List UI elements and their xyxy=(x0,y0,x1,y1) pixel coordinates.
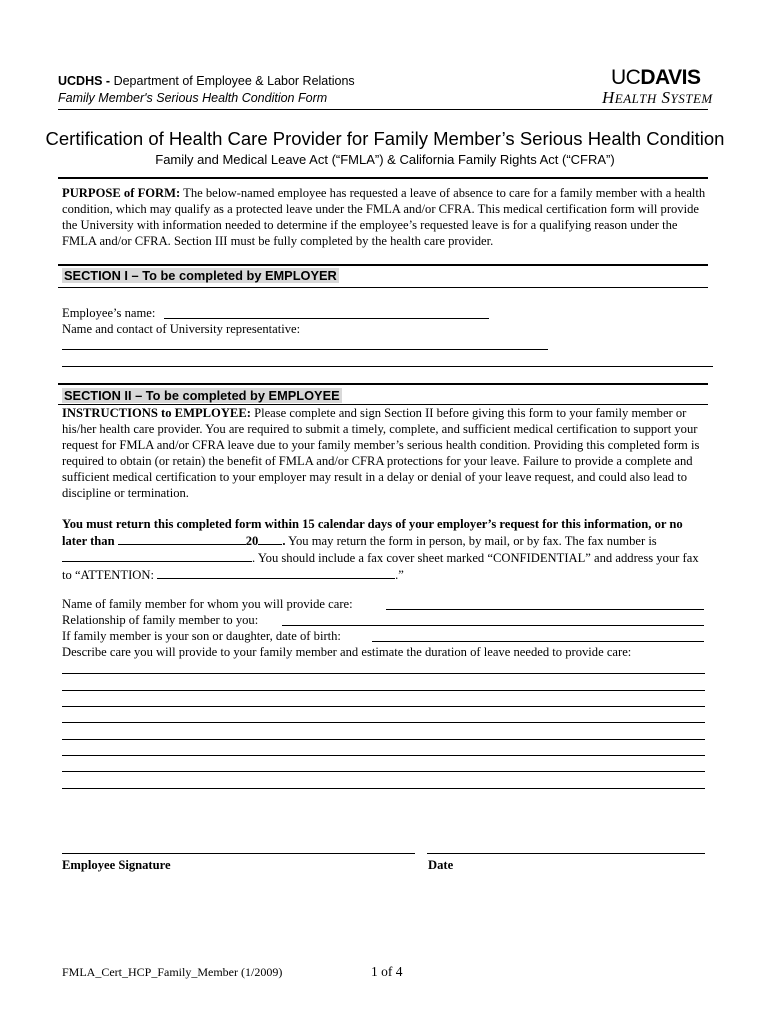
section2-heading: SECTION II – To be completed by EMPLOYEE xyxy=(64,388,340,403)
return-paragraph: You must return this completed form within 15 calendar days of your employer’s request for this information, or no later than 20 . You may return the form in person, by mail, or by fax. The fax number is . You should include a fax cover sheet marked “CONFIDENTIAL” and address your fax to “ATTENTION: .” xyxy=(62,517,699,582)
describe-care-line[interactable] xyxy=(62,739,705,740)
date-label: Date xyxy=(428,858,454,872)
relationship-field[interactable] xyxy=(282,625,704,626)
describe-care-line[interactable] xyxy=(62,771,705,772)
section1-heading: SECTION I – To be completed by EMPLOYER xyxy=(64,268,337,283)
dob-label: If family member is your son or daughter, date of birth: xyxy=(62,629,341,643)
describe-care-line[interactable] xyxy=(62,690,705,691)
ucdavis-logo: UCDAVIS xyxy=(611,66,701,89)
university-rep-field-2[interactable] xyxy=(62,366,713,367)
family-member-label: Name of family member for whom you will provide care: xyxy=(62,597,353,611)
return-date-field[interactable] xyxy=(118,533,246,545)
health-system-logo: HEALTH SYSTEM xyxy=(602,88,713,107)
university-rep-field[interactable] xyxy=(62,349,548,350)
relationship-label: Relationship of family member to you: xyxy=(62,613,259,627)
section1-bottom-rule xyxy=(58,287,708,288)
fax-number-field[interactable] xyxy=(62,550,252,562)
page-number: 1 of 4 xyxy=(371,964,403,979)
signature-field[interactable] xyxy=(62,853,415,854)
section1-top-rule xyxy=(58,264,708,266)
purpose-paragraph: PURPOSE of FORM: The below-named employee has requested a leave of absence to care for a family member with a health condition, which may qualify as a protected leave under the FMLA and/or CFRA. This medical certification form will provide the University with information needed to determine if the employee’s requested leave is for a qualifying reason under the FMLA and/or CFRA. Section III must be fully completed by the health care provider. xyxy=(62,186,706,248)
describe-care-line[interactable] xyxy=(62,755,705,756)
section2-bottom-rule xyxy=(58,404,708,405)
employee-signature-label: Employee Signature xyxy=(62,858,171,872)
return-year-field[interactable] xyxy=(258,533,282,545)
page-subtitle: Family and Medical Leave Act (“FMLA”) & California Family Rights Act (“CFRA”) xyxy=(155,152,615,167)
describe-care-line[interactable] xyxy=(62,706,705,707)
date-field[interactable] xyxy=(427,853,705,854)
header-divider xyxy=(58,109,708,110)
attention-field[interactable] xyxy=(157,567,395,579)
dob-field[interactable] xyxy=(372,641,704,642)
describe-care-line[interactable] xyxy=(62,673,705,674)
university-rep-label: Name and contact of University representative: xyxy=(62,322,301,336)
employee-name-field[interactable] xyxy=(164,318,489,319)
employee-name-label: Employee’s name: xyxy=(62,306,156,320)
describe-care-label: Describe care you will provide to your family member and estimate the duration of leave needed to provide care: xyxy=(62,645,632,659)
form-code: FMLA_Cert_HCP_Family_Member (1/2009) xyxy=(62,965,283,979)
section2-top-rule xyxy=(58,383,708,385)
department-header: UCDHS - Department of Employee & Labor Relations xyxy=(58,74,355,88)
page-title: Certification of Health Care Provider for Family Member’s Serious Health Condition xyxy=(45,128,725,149)
describe-care-line[interactable] xyxy=(62,788,705,789)
describe-care-line[interactable] xyxy=(62,722,705,723)
family-member-field[interactable] xyxy=(386,609,704,610)
instructions-paragraph: INSTRUCTIONS to EMPLOYEE: Please complete and sign Section II before giving this form to your family member or his/her health care provider. You are required to submit a timely, complete, and sufficient medical certification to support your request for FMLA and/or CFRA leave due to your family member’s serious health condition. Providing this completed form is required to obtain (or retain) the benefit of FMLA and/or CFRA protections for your leave. Failure to provide a complete and sufficient medical certification to your employer may result in a delay or denial of your leave request, and could also lead to discipline or termination. xyxy=(62,406,700,500)
form-name: Family Member's Serious Health Condition Form xyxy=(58,91,328,105)
title-divider xyxy=(58,177,708,179)
